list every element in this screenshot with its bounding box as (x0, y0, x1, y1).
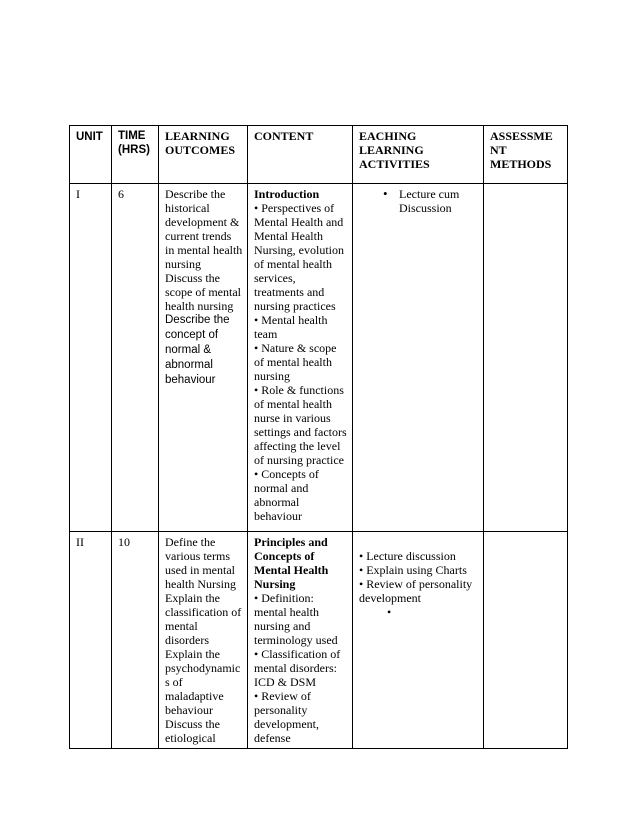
cell-assessment (484, 184, 568, 532)
cell-activities (353, 184, 484, 532)
cell-time (112, 532, 159, 749)
outcome-line: health Nursing (165, 577, 236, 591)
outcome-line: used in mental (165, 563, 235, 577)
content-line: normal and (254, 481, 309, 495)
cell-content (248, 532, 353, 749)
content-line: • Mental health (254, 313, 328, 327)
table-row-unit-1 (70, 184, 568, 532)
outcome-line: abnormal (165, 359, 213, 371)
syllabus-table (69, 125, 568, 749)
content-text (254, 591, 348, 745)
content-line: nurse in various (254, 411, 331, 425)
content-text (254, 201, 348, 523)
content-line: terminology used (254, 633, 338, 647)
content-title (254, 535, 348, 591)
activity-line: • (387, 605, 392, 619)
outcome-line: Describe the (165, 314, 230, 326)
outcome-line: Explain the (165, 591, 220, 605)
activity-line: • Review of personality (359, 577, 473, 591)
content-line: of mental health (254, 257, 332, 271)
activity-line: • Lecture cum (399, 187, 460, 201)
content-line: personality (254, 703, 308, 717)
outcomes-text-sans (165, 313, 243, 388)
header-unit-label: UNIT (76, 131, 103, 143)
outcome-line: scope of mental (165, 285, 241, 299)
content-line: mental disorders: (254, 661, 337, 675)
outcome-line: Discuss the (165, 271, 220, 285)
content-line: nursing and (254, 619, 311, 633)
cell-activities (353, 532, 484, 749)
outcome-line: Define the (165, 535, 216, 549)
content-line: • Definition: (254, 591, 314, 605)
outcomes-text (165, 535, 243, 745)
content-line: • Role & functions (254, 383, 344, 397)
outcome-line: concept of (165, 329, 219, 341)
header-teaching-activities (353, 126, 484, 184)
content-line: Mental Health and (254, 215, 344, 229)
content-title-line: Mental Health (254, 563, 329, 577)
outcome-line: Explain the (165, 647, 220, 661)
outcome-line: mental (165, 619, 198, 633)
cell-assessment (484, 532, 568, 749)
content-line: behaviour (254, 509, 302, 523)
header-time-label: TIME (118, 130, 146, 142)
outcome-line: health nursing (165, 299, 234, 313)
content-line: • Classification of (254, 647, 341, 661)
header-outcomes-line: LEARNING (165, 129, 230, 143)
outcome-line: various terms (165, 549, 230, 563)
cell-unit (70, 532, 112, 749)
outcome-line: current trends (165, 229, 232, 243)
content-line: services, (254, 271, 296, 285)
header-content-label: CONTENT (254, 129, 314, 143)
header-assessment-methods (484, 126, 568, 184)
outcome-line: Discuss the (165, 717, 220, 731)
content-line: abnormal (254, 495, 300, 509)
content-line: team (254, 327, 278, 341)
outcome-line: historical (165, 201, 210, 215)
content-line: of mental health (254, 397, 332, 411)
outcome-line: Describe the (165, 187, 226, 201)
unit-number: II (76, 535, 84, 549)
activity-line: • Explain using Charts (359, 563, 467, 577)
content-title: Introduction (254, 187, 320, 201)
table-row-unit-2 (70, 532, 568, 749)
content-line: of mental health (254, 355, 332, 369)
header-teaching-line: ACTIVITIES (359, 157, 430, 171)
cell-outcomes (159, 184, 248, 532)
content-line: development, (254, 717, 319, 731)
activity-line: Discussion (399, 201, 452, 215)
outcome-line: behaviour (165, 703, 213, 717)
outcome-line: disorders (165, 633, 209, 647)
header-teaching-line: LEARNING (359, 143, 424, 157)
content-line: • Nature & scope (254, 341, 337, 355)
outcome-line: development & (165, 215, 240, 229)
activity-line: development (359, 591, 421, 605)
outcomes-text (165, 187, 243, 313)
header-time (112, 126, 159, 184)
activity-line: • Lecture discussion (359, 549, 456, 563)
content-line: defense (254, 731, 291, 745)
outcome-line: s of (165, 675, 183, 689)
content-line: nursing (254, 369, 290, 383)
cell-time (112, 184, 159, 532)
time-hours: 10 (118, 535, 130, 549)
header-assessment-line: METHODS (490, 157, 552, 171)
activity-item (359, 187, 479, 215)
content-line: ICD & DSM (254, 675, 317, 689)
content-line: Mental Health (254, 229, 323, 243)
content-title-line: Nursing (254, 577, 296, 591)
header-assessment-line: NT (490, 143, 507, 157)
content-line: treatments and (254, 285, 325, 299)
content-line: • Perspectives of (254, 201, 335, 215)
outcome-line: etiological (165, 731, 216, 745)
content-line: • Concepts of (254, 467, 319, 481)
header-content (248, 126, 353, 184)
cell-content (248, 184, 353, 532)
cell-unit (70, 184, 112, 532)
header-outcomes-line: OUTCOMES (165, 143, 236, 157)
content-line: mental health (254, 605, 319, 619)
content-title-line: Principles and (254, 535, 328, 549)
outcome-line: normal & (165, 344, 212, 356)
content-line: of nursing practice (254, 453, 344, 467)
outcome-line: classification of (165, 605, 242, 619)
outcome-line: behaviour (165, 374, 216, 386)
header-unit (70, 126, 112, 184)
content-line: settings and factors (254, 425, 347, 439)
outcome-line: maladaptive (165, 689, 224, 703)
table-header-row (70, 126, 568, 184)
unit-number: I (76, 187, 80, 201)
activities-list (359, 187, 479, 215)
content-title-line: Concepts of (254, 549, 315, 563)
content-line: • Review of (254, 689, 311, 703)
time-hours: 6 (118, 187, 124, 201)
header-time-unit: (HRS) (118, 144, 150, 156)
activities-list (359, 549, 479, 619)
content-line: affecting the level (254, 439, 341, 453)
content-line: Nursing, evolution (254, 243, 344, 257)
outcome-line: nursing (165, 257, 201, 271)
content-line: nursing practices (254, 299, 336, 313)
header-assessment-line: ASSESSME (490, 129, 553, 143)
cell-outcomes (159, 532, 248, 749)
header-learning-outcomes (159, 126, 248, 184)
header-teaching-line: EACHING (359, 129, 417, 143)
outcome-line: in mental health (165, 243, 243, 257)
outcome-line: psychodynamic (165, 661, 241, 675)
